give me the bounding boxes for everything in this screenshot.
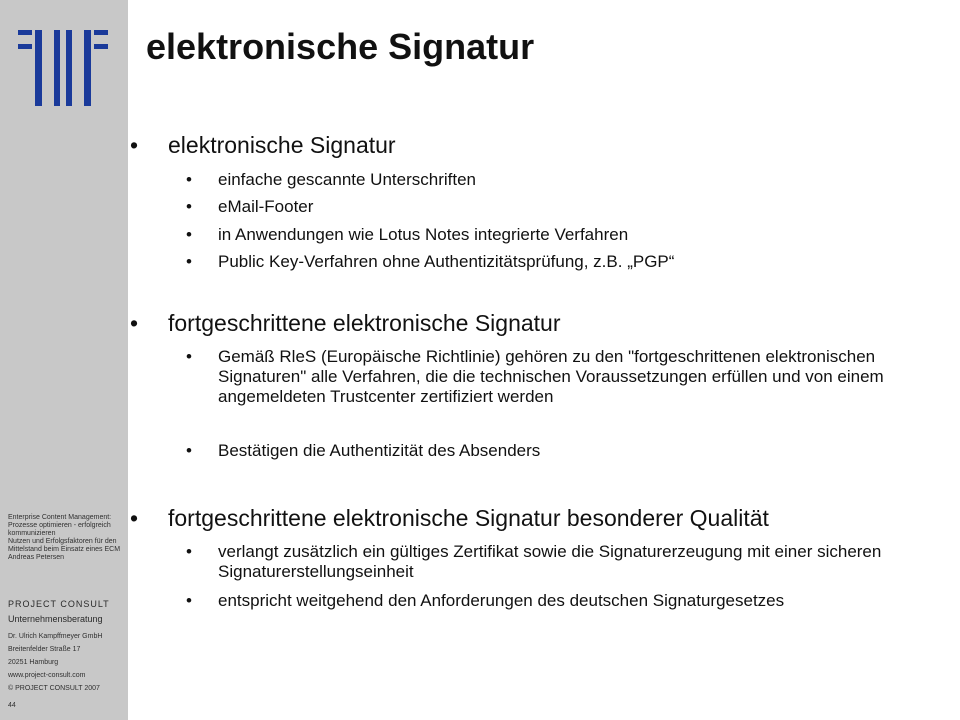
bullet-icon: •	[186, 197, 192, 216]
bullet-icon: •	[186, 252, 192, 271]
bullet-icon: •	[186, 542, 192, 561]
list-item-text: Public Key-Verfahren ohne Authentizitätsprüfung, z.B. „PGP“	[218, 252, 675, 271]
bullet-icon: •	[130, 132, 139, 158]
bullet-icon: •	[130, 505, 139, 531]
list-item-text: eMail-Footer	[218, 197, 314, 216]
slide-title: elektronische Signatur	[146, 26, 535, 67]
sidebar-topic-text: Enterprise Content Management: Prozesse optimieren - erfolgreich kommunizieren Nutzen und Erfolgsfaktoren für den Mittelstand beim Einsatz eines ECM Andreas Petersen	[8, 514, 121, 561]
list-item-text: in Anwendungen wie Lotus Notes integrierte Verfahren	[218, 225, 629, 244]
page-number: 44	[8, 702, 16, 709]
section-heading-text: elektronische Signatur	[168, 132, 396, 158]
list-item-text: einfache gescannte Unterschriften	[218, 170, 476, 189]
section-heading-text: fortgeschrittene elektronische Signatur	[168, 310, 561, 336]
section-heading-text: fortgeschrittene elektronische Signatur besonderer Qualität	[168, 505, 769, 531]
bullet-icon: •	[130, 310, 139, 336]
sidebar	[0, 0, 128, 720]
list-item-text: Gemäß RleS (Europäische Richtlinie) gehören zu den "fortgeschrittenen elektronischen Signaturen" alle Verfahren, die die technischen Voraussetzungen erfüllen und von einem angemeldeten Trustcenter zertifiziert werden	[218, 347, 884, 406]
bullet-icon: •	[186, 225, 192, 244]
bullet-icon: •	[186, 170, 192, 189]
project-consult-logo-icon	[18, 30, 108, 106]
sidebar-brand: PROJECT CONSULT	[8, 599, 110, 609]
bullet-icon: •	[186, 441, 192, 460]
sidebar-brand-sub: Unternehmensberatung	[8, 614, 103, 624]
list-item-text: verlangt zusätzlich ein gültiges Zertifikat sowie die Signaturerzeugung mit einer sicheren Signaturerstellungseinheit	[218, 542, 882, 581]
list-item-text: entspricht weitgehend den Anforderungen des deutschen Signaturgesetzes	[218, 591, 785, 610]
list-item-text: Bestätigen die Authentizität des Absenders	[218, 441, 541, 460]
bullet-icon: •	[186, 591, 192, 610]
bullet-icon: •	[186, 347, 192, 366]
sidebar-company-text: Dr. Ulrich Kampffmeyer GmbH Breitenfelder Straße 17 20251 Hamburg www.project-consult.com © PROJECT CONSULT 2007	[8, 633, 103, 692]
